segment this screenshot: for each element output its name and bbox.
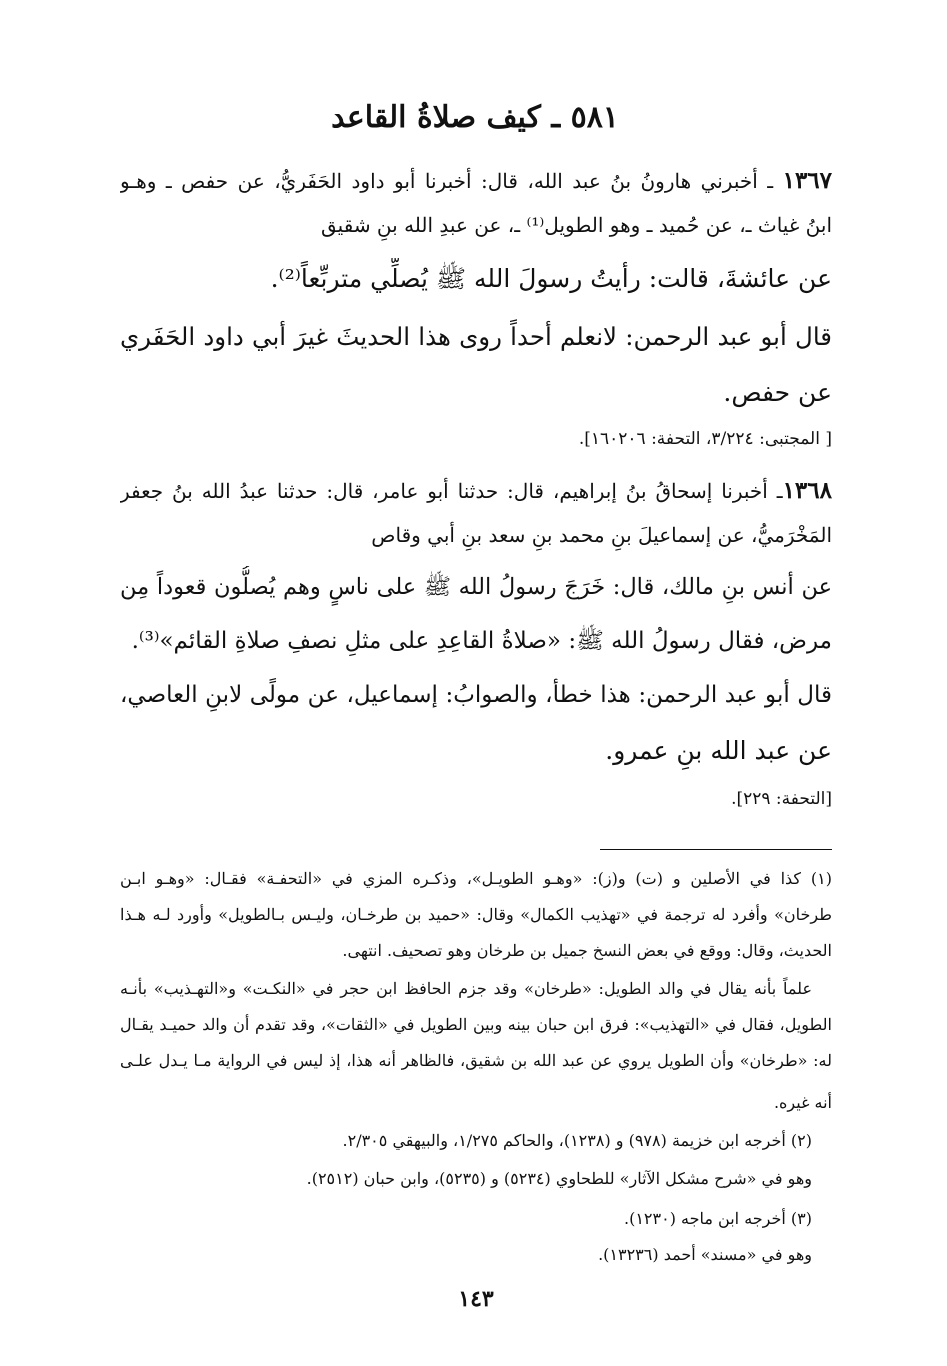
hadith-1368-comment-line-2: عن عبد الله بنِ عمرو. (605, 736, 832, 765)
hadith-1367-isnad-line-2: ابنُ غياث ـ، عن حُميد ـ وهو الطويل⁽¹⁾ ـ، عن عبدِ الله بنِ شقيق (320, 213, 832, 237)
hadith-1367-matn: عن عائشةَ، قالت: رأيتُ رسولَ الله ﷺ يُصلِّي متربِّعاً⁽²⁾. (270, 264, 832, 293)
hadith-1368-matn-line-1: عن أنس بنِ مالك، قال: خَرَجَ رسولُ الله ﷺ على ناسٍ وهم يُصلُّون قعوداً مِن (120, 574, 832, 600)
hadith-number: ١٣٦٨ (782, 477, 832, 504)
footnote-1-line-2: طرخان» وأفرد له ترجمة في «تهذيب الكمال» وقال: «حميد بن طرخـان، وليـس بـالطويل» وأورد لـه هـذا (120, 905, 832, 924)
hadith-1367-comment-line-1: قال أبو عبد الرحمن: لانعلم أحداً روى هذا الحديثَ غيرَ أبي داود الحَفَري (120, 322, 832, 351)
page-number: ١٤٣ (458, 1286, 494, 1312)
hadith-1368-matn-line-2: مرض، فقال رسولُ الله ﷺ: «صلاةُ القاعِدِ على مثلِ نصفِ صلاةِ القائم»⁽³⁾. (131, 628, 832, 654)
hadith-1367-isnad-line-1 (120, 164, 832, 198)
hadith-1367-reference: [ المجتبى: ٣/٢٢٤، التحفة: ١٦٠٢٠٦]. (578, 429, 832, 449)
chapter-heading: ٥٨١ ـ كيف صلاةُ القاعد (331, 100, 619, 135)
hadith-1368-comment-line-1: قال أبو عبد الرحمن: هذا خطأ، والصوابُ: إسماعيل، عن مولًى لابنِ العاصي، (120, 682, 832, 708)
isnad-text: ـ أخبرني هارونُ بنُ عبد الله، قال: أخبرنا أبو داود الحَفَريُّ، عن حفص ـ وهـو (120, 169, 774, 193)
footnote-2-line-1: (٢) أخرجه ابن خزيمة (٩٧٨) و (١٢٣٨)، والحاكم ١/٢٧٥، والبيهقي ٢/٣٠٥. (342, 1131, 812, 1150)
hadith-number: ١٣٦٧ (782, 167, 832, 194)
footnote-3-line-1: (٣) أخرجه ابن ماجه (١٢٣٠). (624, 1209, 812, 1228)
footnote-1-line-3: الحديث، وقال: ووقع في بعض النسخ جميل بن طرخان وهو تصحيف. انتهى. (342, 941, 832, 960)
footnote-3-line-2: وهو في «مسند» أحمد (١٣٢٣٦). (598, 1245, 812, 1264)
hadith-1368-reference: [التحفة: ٢٢٩]. (731, 789, 832, 809)
footnote-1-line-5: الطويل، فقال في «التهذيب»: فرق ابن حبان بينه وبين الطويل في «الثقات»، وقد تقدم أن والد حميـد يقـال (120, 1015, 832, 1034)
hadith-1368-isnad-line-2: المَخْرَميُّ، عن إسماعيلَ بنِ محمد بنِ سعد بنِ أبي وقاص (371, 523, 832, 547)
footnote-1-line-1: (١) كذا في الأصلين و (ت) و(ز): «وهـو الطويـل»، وذكـره المزي في «التحفـة» فقـال: «وهـو ابـن (120, 869, 832, 888)
footnote-separator (600, 849, 832, 850)
footnote-2-line-2: وهو في «شرح مشكل الآثار» للطحاوي (٥٢٣٤) و (٥٢٣٥)، وابن حبان (٢٥١٢). (306, 1169, 812, 1188)
footnote-1-line-4: علماً بأنه يقال في والد الطويل: «طرخان» وقد جزم الحافظ ابن حجر في «النكـت» و«التهـذيب» بأنـه (120, 979, 812, 998)
isnad-text: ـ أخبرنا إسحاقُ بنُ إبراهيم، قال: حدثنا أبو عامر، قال: حدثنا عبدُ الله بنُ جعفر (120, 479, 783, 503)
hadith-1367-comment-line-2: عن حفص. (723, 378, 832, 407)
footnote-1-line-7: أنه غيره. (773, 1093, 832, 1112)
hadith-1368-isnad-line-1 (120, 474, 832, 508)
footnote-1-line-6: له: «طرخان» وأن الطويل يروي عن عبد الله بن شقيق، فالظاهر أنه هذا، إذ ليس في الرواية مـا يـدل علـى (120, 1051, 832, 1070)
